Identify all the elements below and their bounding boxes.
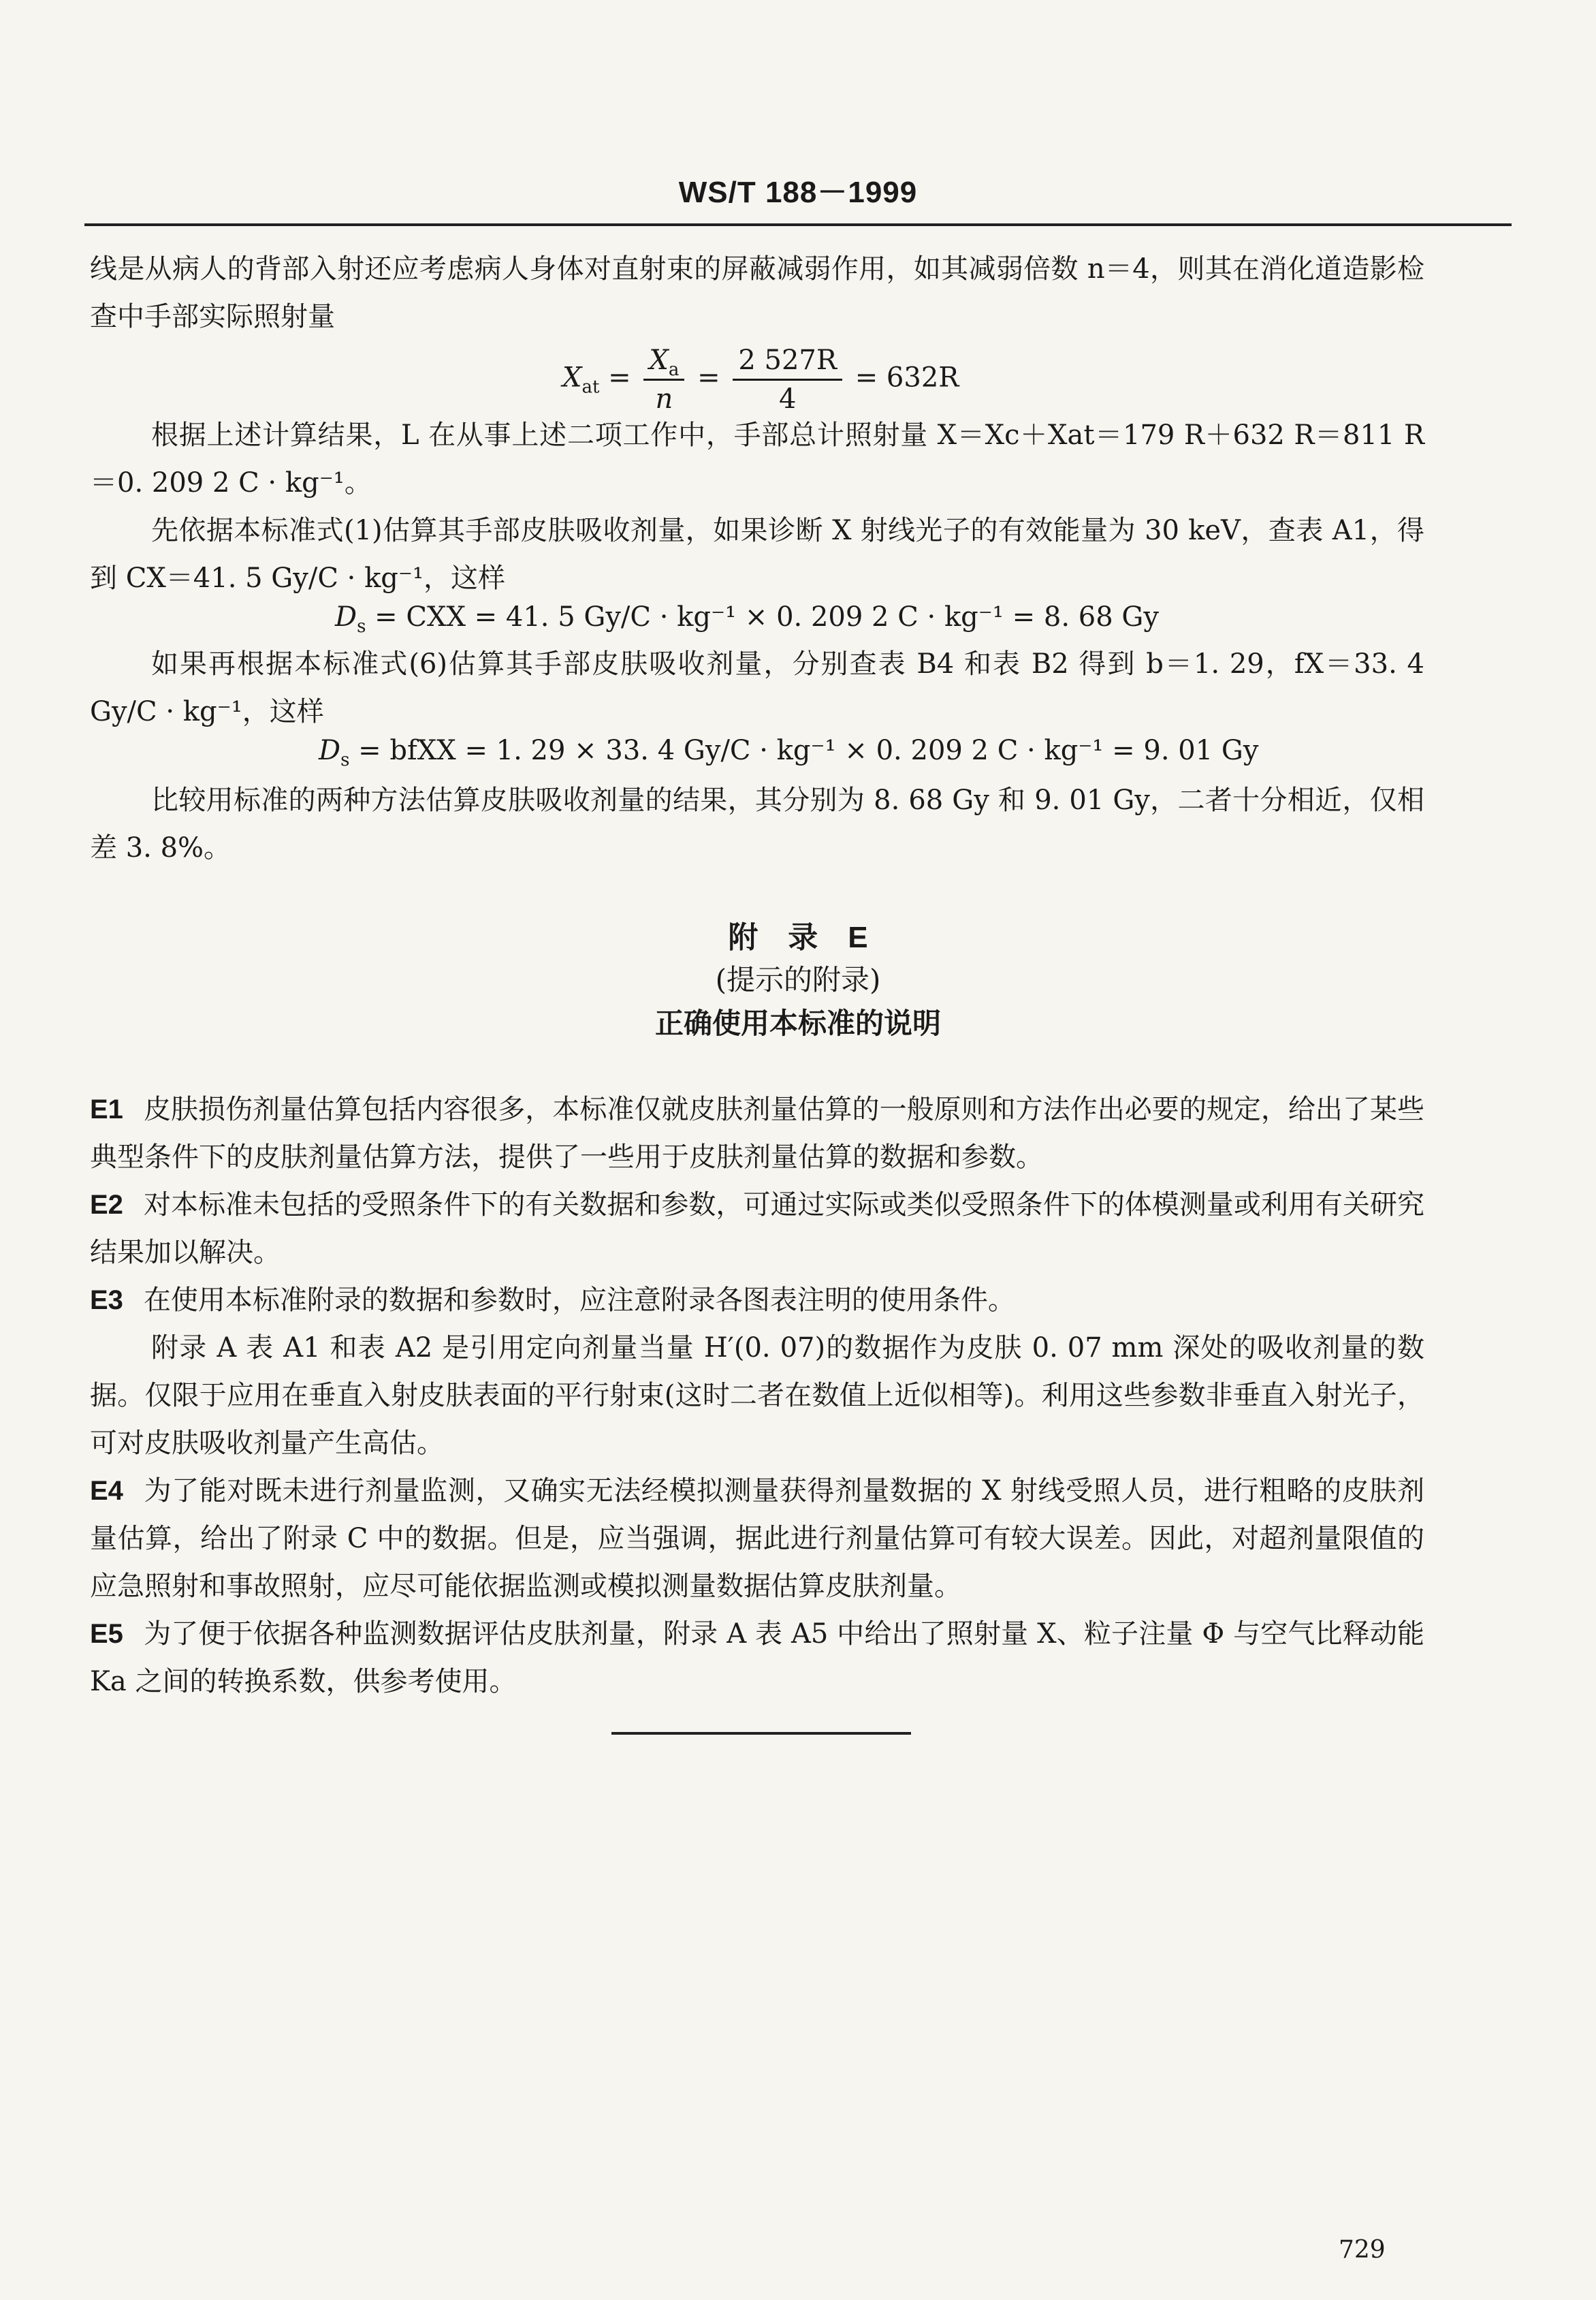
paragraph-method1: 先依据本标准式(1)估算其手部皮肤吸收剂量，如果诊断 X 射线光子的有效能量为 30 keV，查表 A1，得到 CX＝41. 5 Gy/C · kg⁻¹，这样	[90, 515, 1424, 594]
paragraph-comparison: 比较用标准的两种方法估算皮肤吸收剂量的结果，其分别为 8. 68 Gy 和 9. 01 Gy，二者十分相近，仅相差 3. 8%。	[90, 785, 1424, 864]
page-header: WS/T 188－1999	[678, 176, 918, 209]
item-e5: E5 为了便于依据各种监测数据评估皮肤剂量，附录 A 表 A5 中给出了照射量 X、粒子注量 Φ 与空气比释动能 Ka 之间的转换系数，供参考使用。	[90, 1618, 1424, 1697]
appendix-subtitle: (提示的附录)	[715, 963, 881, 996]
paragraph-total-exposure: 根据上述计算结果，L 在从事上述二项工作中，手部总计照射量 X＝Xc＋Xat＝179 R＋632 R＝811 R＝0. 209 2 C · kg⁻¹。	[90, 420, 1424, 499]
appendix-heading: 正确使用本标准的说明	[654, 1007, 941, 1039]
paragraph-continuation: 线是从病人的背部入射还应考虑病人身体对直射束的屏蔽减弱作用，如其减弱倍数 n＝4，则其在消化道造影检查中手部实际照射量	[90, 253, 1424, 332]
equation-ds-method2: $D_s$ = bfXX = 1. 29 × 33. 4 Gy/C · kg⁻¹ × 0. 209 2 C · kg⁻¹ = 9. 01 Gy	[319, 735, 1259, 770]
item-e2: E2 对本标准未包括的受照条件下的有关数据和参数，可通过实际或类似受照条件下的体模测量或利用有关研究结果加以解决。	[90, 1189, 1424, 1268]
item-e4: E4 为了能对既未进行剂量监测，又确实无法经模拟测量获得剂量数据的 X 射线受照人员，进行粗略的皮肤剂量估算，给出了附录 C 中的数据。但是，应当强调，据此进行剂量估算可有较大误差。因此，对超剂量限值的应急照射和事故照射，应尽可能依据监测或模拟测量数据估算皮肤剂量。	[90, 1475, 1424, 1602]
item-e3-detail: 附录 A 表 A1 和表 A2 是引用定向剂量当量 H′(0. 07)的数据作为皮肤 0. 07 mm 深处的吸收剂量的数据。仅限于应用在垂直入射皮肤表面的平行射束(这时二者在数值上近似相等)。利用这些参数非垂直入射光子，可对皮肤吸收剂量产生高估。	[90, 1332, 1424, 1459]
paragraph-method2: 如果再根据本标准式(6)估算其手部皮肤吸收剂量，分别查表 B4 和表 B2 得到 b＝1. 29，fX＝33. 4 Gy/C · kg⁻¹，这样	[90, 648, 1424, 727]
page-number: 729	[1339, 2236, 1386, 2264]
equation-xat: $X_{at}$ = $\frac{X_a}{n}$ = $\frac{2 527R}{4}$ = 632R	[562, 342, 959, 418]
appendix-title: 附 录 E	[728, 921, 868, 954]
equation-ds-method1: $D_s$ = CXX = 41. 5 Gy/C · kg⁻¹ × 0. 209 2 C · kg⁻¹ = 8. 68 Gy	[335, 601, 1159, 637]
item-e1: E1 皮肤损伤剂量估算包括内容很多，本标准仅就皮肤剂量估算的一般原则和方法作出必要的规定，给出了某些典型条件下的皮肤剂量估算方法，提供了一些用于皮肤剂量估算的数据和参数。	[90, 1094, 1424, 1173]
header-rule	[84, 223, 1512, 226]
end-rule	[611, 1732, 911, 1735]
item-e3: E3 在使用本标准附录的数据和参数时，应注意附录各图表注明的使用条件。	[90, 1285, 1015, 1316]
